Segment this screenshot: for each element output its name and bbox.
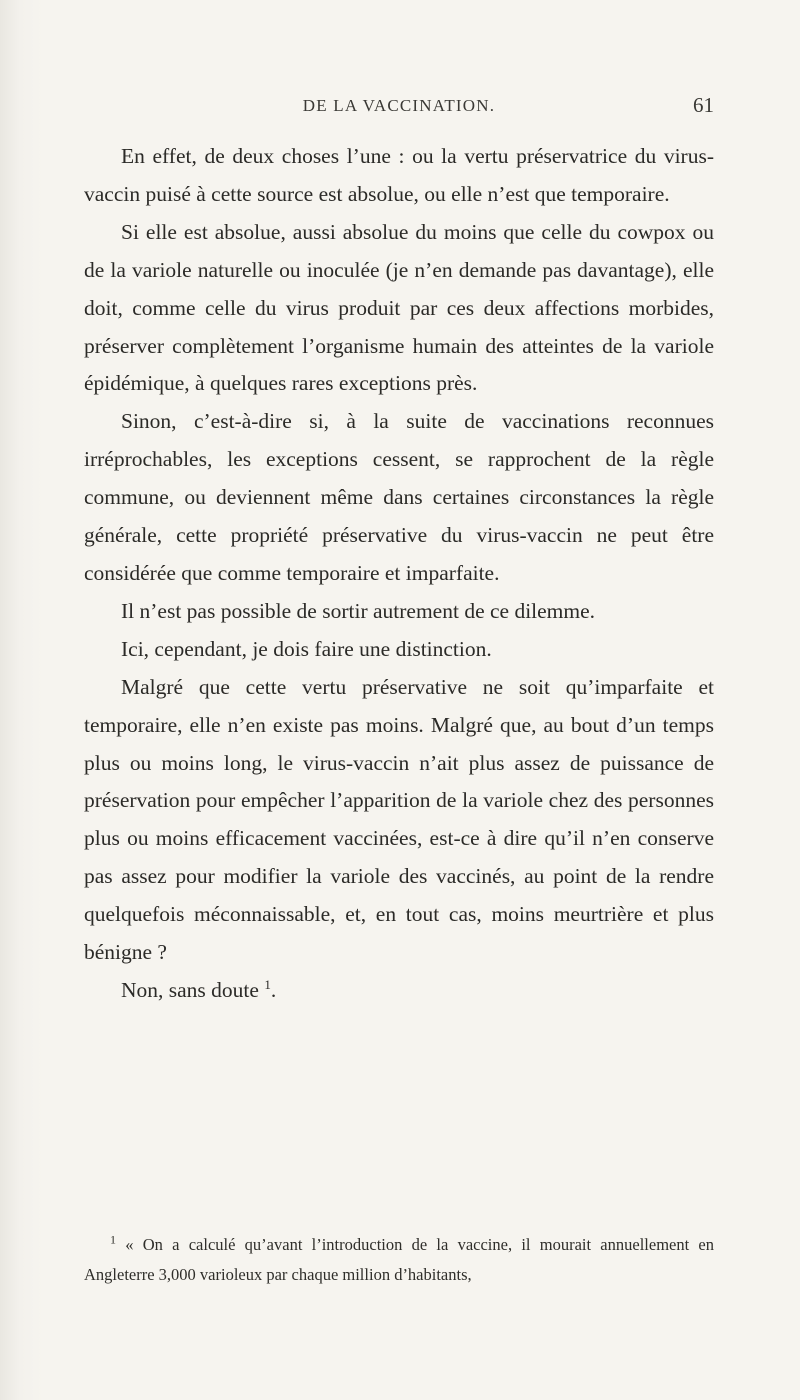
paragraph-1: En effet, de deux choses l’une : ou la vertu préservatrice du virus-vaccin puisé à cette source est absolue, ou elle n’est que temporaire. bbox=[84, 144, 714, 206]
footnote-area bbox=[84, 1230, 714, 1290]
footnote-marker: 1 bbox=[110, 1232, 116, 1247]
paragraph-4: Il n’est pas possible de sortir autrement de ce dilemme. bbox=[121, 598, 596, 623]
paragraph-3: Sinon, c’est-à-dire si, à la suite de vaccinations reconnues irréprochables, les exceptions cessent, se rapprochent de la règle commune, ou deviennent même dans certaines circonstances la règle générale, cette propriété préservative du virus-vaccin ne peut être considérée que comme temporaire et imparfaite. bbox=[84, 409, 714, 585]
body-text bbox=[84, 138, 714, 1010]
page-number: 61 bbox=[693, 93, 714, 117]
paragraph-7 bbox=[84, 972, 714, 1010]
running-title: DE LA VACCINATION. bbox=[302, 96, 496, 115]
footnote-text: « On a calculé qu’avant l’introduction de la vaccine, il mourait annuellement en Angleterre 3,000 varioleux par chaque million d’habitants, bbox=[84, 1235, 715, 1284]
running-head bbox=[84, 93, 714, 126]
footnote bbox=[84, 1230, 714, 1290]
paragraph-7-text: Non, sans doute bbox=[121, 977, 259, 1002]
paragraph-7-end: . bbox=[270, 977, 277, 1002]
paragraph-2: Si elle est absolue, aussi absolue du moins que celle du cowpox ou de la variole naturelle ou inoculée (je n’en demande pas davantage), elle doit, comme celle du virus produit par ces deux affections morbides, préserver complètement l’organisme humain des atteintes de la variole épidémique, à quelques rares exceptions près. bbox=[84, 219, 714, 396]
footnote-reference: 1 bbox=[264, 976, 271, 992]
paragraph-5: Ici, cependant, je dois faire une distinction. bbox=[121, 636, 492, 661]
paragraph-6: Malgré que cette vertu préservative ne soit qu’imparfaite et temporaire, elle n’en existe pas moins. Malgré que, au bout d’un temps plus ou moins long, le virus-vaccin n’ait plus assez de puissance de préservation pour empêcher l’apparition de la variole chez des personnes plus ou moins efficacement vaccinées, est-ce à dire qu’il n’en conserve pas assez pour modifier la variole des vaccinés, au point de la rendre quelquefois méconnaissable, et, en tout cas, moins meurtrière et plus bénigne ? bbox=[84, 674, 714, 965]
